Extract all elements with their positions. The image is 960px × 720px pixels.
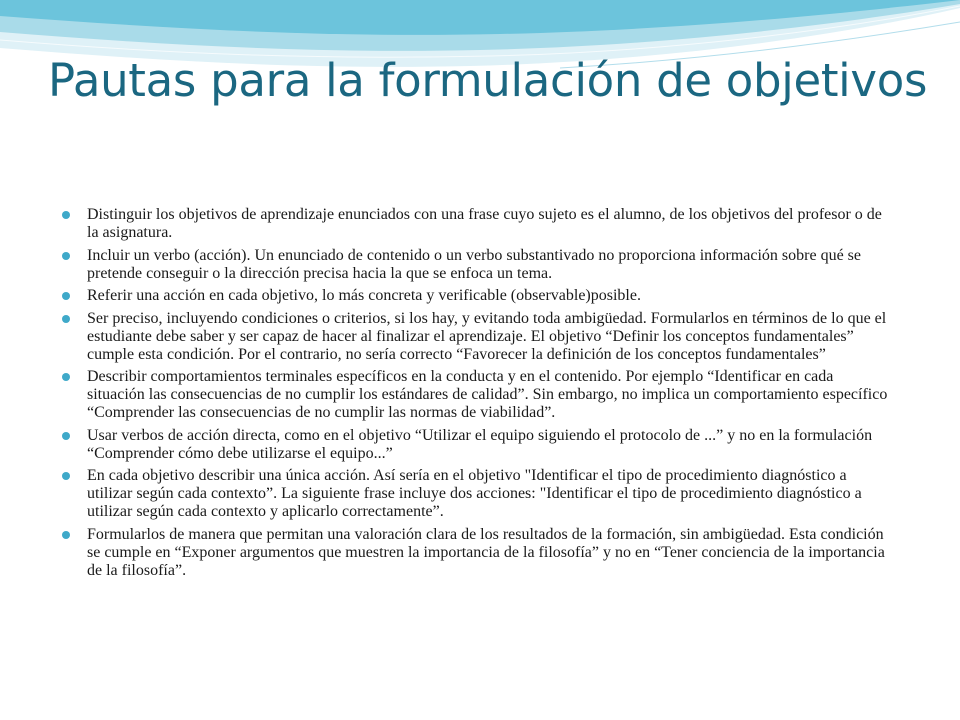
list-item [62, 427, 892, 463]
list-item-text: Referir una acción en cada objetivo, lo más concreta y verificable (observable)posible. [87, 287, 641, 304]
list-item-text: En cada objetivo describir una única acción. Así sería en el objetivo "Identificar el tipo de procedimiento diagnóstico a utilizar según cada contexto”. La siguiente frase incluye dos acciones: "Identificar el tipo de procedimiento diagnóstico a utilizar según cada contexto y aplicarlo correctamente”. [87, 467, 862, 520]
slide-title: Pautas para la formulación de objetivos [48, 54, 928, 107]
list-item [62, 206, 892, 242]
list-item [62, 310, 892, 364]
list-item-text: Describir comportamientos terminales específicos en la conducta y en el contenido. Por ejemplo “Identificar en cada situación las consecuencias de no cumplir los estándares de calidad”. Sin embargo, no implica un comportamiento específico “Comprender las consecuencias de no cumplir las normas de viabilidad”. [87, 368, 888, 421]
bullet-icon [62, 252, 70, 260]
list-item [62, 247, 892, 283]
bullet-icon [62, 373, 70, 381]
bullet-icon [62, 315, 70, 323]
bullet-icon [62, 292, 70, 300]
bullet-icon [62, 472, 70, 480]
list-item-text: Incluir un verbo (acción). Un enunciado de contenido o un verbo substantivado no proporciona información sobre qué se pretende conseguir o la dirección precisa hacia la que se enfoca un tema. [87, 246, 861, 282]
list-item [62, 526, 892, 580]
list-item [62, 467, 892, 521]
bullet-icon [62, 211, 70, 219]
list-item [62, 368, 892, 422]
list-item-text: Ser preciso, incluyendo condiciones o criterios, si los hay, y evitando toda ambigüedad. Formularlos en términos de lo que el estudiante debe saber y ser capaz de hacer al finalizar el aprendizaje. El objetivo “Definir los conceptos fundamentales” cumple esta condición. Por el contrario, no sería correcto “Favorecer la definición de los conceptos fundamentales” [87, 309, 887, 363]
bullet-icon [62, 432, 70, 440]
list-item-text: Usar verbos de acción directa, como en el objetivo “Utilizar el equipo siguiendo el protocolo de ...” y no en la formulación “Comprender cómo debe utilizarse el equipo...” [87, 426, 873, 462]
list-item [62, 287, 892, 305]
list-item-text: Formularlos de manera que permitan una valoración clara de los resultados de la formación, sin ambigüedad. Esta condición se cumple en “Exponer argumentos que muestren la importancia de la filosofía” y no en “Tener conciencia de la importancia de la filosofía”. [87, 525, 885, 579]
list-item-text: Distinguir los objetivos de aprendizaje enunciados con una frase cuyo sujeto es el alumno, de los objetivos del profesor o de la asignatura. [87, 206, 882, 241]
bullet-list [62, 206, 892, 584]
bullet-icon [62, 531, 70, 539]
